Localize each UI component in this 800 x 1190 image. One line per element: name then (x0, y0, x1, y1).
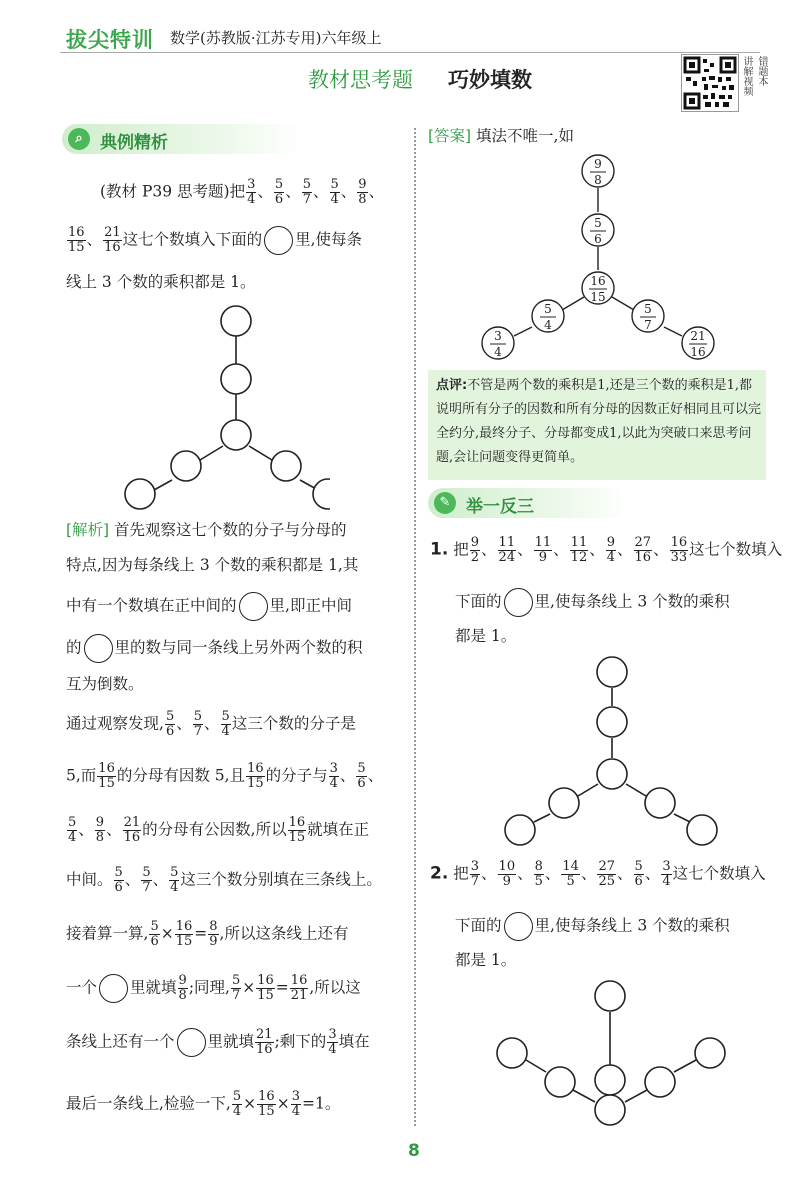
fraction: $\frac{5}{4}$ (221, 709, 230, 739)
empty-circle (125, 479, 155, 509)
answer-tree-diagram (470, 152, 730, 364)
text: 一个 (66, 978, 98, 997)
fraction: $\frac{3}{4}$ (329, 761, 338, 791)
comment-box (428, 370, 766, 480)
analysis-line-11: 一个 里就填 $\frac{9}{8}$ ;同理, $\frac{5}{7}$ × $\frac{16}{15}$ = $\frac{16}{21}$ ,所以这 (66, 973, 361, 1003)
fraction: $\frac{5}{7}$ (302, 177, 311, 207)
blank-circle (695, 1038, 725, 1068)
q2-line-3: 都是 1。 (455, 951, 517, 969)
fraction: $\frac{5}{4}$ (170, 865, 179, 895)
text: 把 (453, 540, 469, 559)
fraction: $\frac{21}{16}$ (104, 225, 121, 255)
text: 里的数与同一条线上另外两个数的积 (114, 638, 363, 657)
tree-left-inner-num: 5 (544, 302, 552, 316)
header-rule (60, 52, 760, 53)
fraction: $\frac{9}{8}$ (178, 973, 187, 1003)
tree-upper-den: 6 (594, 232, 602, 246)
tree-upper-num: 5 (594, 216, 602, 230)
fraction: $\frac{5}{6}$ (357, 761, 366, 791)
blank-circle (687, 815, 717, 845)
fraction: $\frac{16}{33}$ (670, 535, 688, 565)
q1-tree-diagram[interactable] (494, 648, 730, 848)
blank-circle-icon (504, 912, 533, 941)
fraction: $\frac{16}{15}$ (247, 761, 264, 791)
fraction: $\frac{16}{21}$ (290, 973, 308, 1003)
text: =1。 (301, 1094, 341, 1113)
text: ,所以这 (309, 978, 361, 997)
fraction: $\frac{3}{4}$ (247, 177, 256, 207)
page-number: 8 (408, 1141, 420, 1161)
pencil-icon: ✎ (434, 492, 456, 514)
fraction: $\frac{16}{15}$ (257, 973, 274, 1003)
blank-circle (597, 707, 627, 737)
text: 这七个数填入下面的 (122, 230, 263, 249)
q1-line-2 (455, 588, 730, 617)
text: 里,使每条线上 3 个数的乘积 (534, 592, 730, 611)
blank-circle-icon (84, 634, 113, 663)
example-tree-diagram (110, 296, 330, 512)
question-number: 1. (430, 539, 449, 560)
text: 这七个数填入 (672, 864, 766, 883)
answer-line (428, 126, 574, 146)
fraction: $\frac{5}{6}$ (274, 177, 284, 207)
fraction: $\frac{27}{16}$ (634, 535, 652, 565)
analysis-line-6: 通过观察发现, $\frac{5}{6}$ 、 $\frac{5}{7}$ 、 $\frac{5}{4}$ 这三个数的分子是 (66, 709, 356, 739)
fraction: $\frac{9}{8}$ (358, 177, 367, 207)
text: ;同理, (188, 978, 230, 997)
analysis-line-13: 最后一条线上,检验一下, $\frac{5}{4}$ × $\frac{16}{15}$ × $\frac{3}{4}$ =1。 (66, 1089, 341, 1119)
fraction: $\frac{27}{25}$ (598, 859, 616, 889)
blank-circle (549, 788, 579, 818)
empty-circle (313, 479, 330, 509)
blank-circle (595, 981, 625, 1011)
text: 的分子与 (265, 766, 328, 785)
fraction: $\frac{3}{7}$ (470, 859, 480, 889)
fraction: $\frac{3}{4}$ (291, 1089, 300, 1119)
tree-left-outer-num: 3 (494, 329, 502, 343)
fraction: $\frac{5}{7}$ (142, 865, 151, 895)
analysis-tag: [解析] (66, 521, 110, 539)
empty-circle (171, 451, 201, 481)
tree-top-num: 9 (594, 157, 602, 171)
fraction: $\frac{8}{5}$ (534, 859, 543, 889)
fraction: $\frac{5}{6}$ (114, 865, 123, 895)
text: 条线上还有一个 (66, 1032, 175, 1051)
fraction: $\frac{16}{15}$ (288, 815, 306, 845)
fraction: $\frac{16}{15}$ (98, 761, 115, 791)
fraction: $\frac{5}{6}$ (150, 919, 159, 949)
text: 中有一个数填在正中间的 (66, 596, 237, 615)
tree-center-den: 15 (590, 290, 606, 304)
fraction: $\frac{21}{16}$ (123, 815, 141, 845)
blank-circle-icon (264, 226, 293, 255)
fraction: $\frac{5}{7}$ (193, 709, 203, 739)
tree-center-num: 16 (590, 274, 606, 288)
text: 接着算一算, (66, 924, 149, 943)
q2-line-1: 2. 把 $\frac{3}{7}$ 、 $\frac{10}{9}$ 、 $\frac{8}{5}$ 、 $\frac{14}{5}$ 、 $\frac{27}{25}$ 、 $\frac{5}{6}$ 、 $\frac{3}{4}$ 这七个数填入 (430, 859, 766, 889)
fraction: $\frac{9}{8}$ (95, 815, 105, 845)
text: 把 (453, 864, 469, 883)
comment-tag: 点评: (436, 378, 468, 393)
fraction: $\frac{16}{15}$ (175, 919, 193, 949)
text: 的 (66, 638, 82, 657)
blank-circle (545, 1067, 575, 1097)
column-divider (414, 128, 416, 1126)
text: 里就填 (130, 978, 177, 997)
analysis-line-1 (66, 520, 347, 540)
analysis-line-8: $\frac{5}{4}$ 、 $\frac{9}{8}$ 、 $\frac{21}{16}$ 的分母有公因数,所以 $\frac{16}{15}$ 就填在正 (68, 815, 370, 845)
text: 中间。 (66, 870, 113, 889)
analysis-line-4 (66, 634, 363, 663)
text: 填法不唯一,如 (476, 127, 574, 145)
chapter-label: 教材思考题 (308, 68, 413, 92)
empty-circle (221, 420, 251, 450)
text: ;剩下的 (274, 1032, 327, 1051)
fraction: $\frac{3}{4}$ (328, 1027, 337, 1057)
text: 首先观察这七个数的分子与分母的 (114, 521, 347, 539)
text: 就填在正 (307, 820, 370, 839)
fraction: $\frac{9}{4}$ (606, 535, 616, 565)
tree-left-outer-den: 4 (494, 345, 502, 359)
problem-line-1: (教材 P39 思考题)把 $\frac{3}{4}$ 、 $\frac{5}{6}$ 、 $\frac{5}{7}$ 、 $\frac{5}{4}$ 、 $\frac{9}{8}$ 、 (100, 177, 385, 207)
analysis-line-12 (66, 1028, 370, 1057)
blank-circle-icon (504, 588, 533, 617)
blank-circle (595, 1095, 625, 1125)
q1-line-3: 都是 1。 (455, 627, 517, 645)
q2-line-2 (455, 912, 730, 941)
fraction: $\frac{5}{6}$ (165, 709, 175, 739)
text: 里,使每条 (295, 230, 363, 249)
section-title: 举一反三 (466, 497, 534, 517)
text: 下面的 (455, 592, 502, 611)
text: 里,使每条线上 3 个数的乘积 (534, 916, 730, 935)
analysis-line-3 (66, 592, 352, 621)
text: 不管是两个数的乘积是1,还是三个数的乘积是1,都说明所有分子的因数和所有分母的因数正好相同且可以完全约分,最终分子、分母都变成1,以此为突破口来思考问题,会让问题变得更简单。 (436, 378, 762, 465)
analysis-line-5: 互为倒数。 (66, 675, 144, 693)
empty-circle (221, 364, 251, 394)
qr-mistakes-label: 错题本 (756, 56, 767, 86)
empty-circle (221, 306, 251, 336)
q2-tree-diagram[interactable] (484, 974, 740, 1128)
text: 这七个数填入 (689, 540, 783, 559)
text: 填在 (338, 1032, 370, 1051)
text: 里就填 (207, 1032, 255, 1051)
blank-circle (595, 1065, 625, 1095)
fraction: $\frac{3}{4}$ (662, 859, 671, 889)
blank-circle (597, 759, 627, 789)
analysis-line-9: 中间。 $\frac{5}{6}$ 、 $\frac{5}{7}$ 、 $\frac{5}{4}$ 这三个数分别填在三条线上。 (66, 865, 382, 895)
tree-left-inner-den: 4 (544, 318, 552, 332)
problem-line-2: $\frac{16}{15}$ 、 $\frac{21}{16}$ 这七个数填入下面的 里,使每条 (68, 225, 363, 255)
qr-video-label: 讲解视频 (741, 56, 752, 96)
text: 5,而 (66, 766, 97, 785)
fraction: $\frac{16}{15}$ (258, 1089, 275, 1119)
question-number: 2. (430, 863, 449, 884)
problem-line-3: 线上 3 个数的乘积都是 1。 (66, 273, 256, 291)
fraction: $\frac{5}{7}$ (231, 973, 241, 1003)
book-subject: 数学(苏教版·江苏专用)六年级上 (170, 29, 382, 47)
fraction: $\frac{11}{9}$ (534, 535, 552, 565)
tree-right-inner-den: 7 (644, 318, 652, 332)
empty-circle (271, 451, 301, 481)
brand-logo: 拔尖特训 (66, 28, 154, 52)
section-title: 典例精析 (100, 133, 168, 153)
fraction: $\frac{5}{6}$ (634, 859, 643, 889)
blank-circle-icon (177, 1028, 206, 1057)
fraction: $\frac{5}{4}$ (68, 815, 77, 845)
blank-circle (505, 815, 535, 845)
blank-circle (645, 1067, 675, 1097)
tree-right-inner-num: 5 (644, 302, 652, 316)
text: 通过观察发现, (66, 714, 164, 733)
qr-side-label (740, 56, 770, 96)
fraction: $\frac{10}{9}$ (498, 859, 516, 889)
fraction: $\frac{8}{9}$ (209, 919, 218, 949)
qr-code-icon[interactable] (681, 54, 739, 112)
fraction: $\frac{9}{2}$ (470, 535, 480, 565)
analysis-line-2: 特点,因为每条线上 3 个数的乘积都是 1,其 (66, 556, 359, 574)
blank-circle (597, 657, 627, 687)
section-header-practice (428, 488, 628, 518)
fraction: $\frac{5}{4}$ (232, 1089, 242, 1119)
blank-circle-icon (99, 974, 128, 1003)
comment-text (436, 374, 762, 470)
text: 的分母有公因数,所以 (142, 820, 287, 839)
text: 的分母有因数 5,且 (116, 766, 246, 785)
chapter-title: 巧妙填数 (448, 68, 532, 92)
text: 这三个数分别填在三条线上。 (180, 870, 382, 889)
tree-top-den: 8 (594, 173, 602, 187)
fraction: $\frac{14}{5}$ (562, 859, 579, 889)
answer-tag: [答案] (428, 127, 472, 145)
fraction: $\frac{11}{24}$ (498, 535, 516, 565)
tree-right-outer-den: 16 (690, 345, 706, 359)
q1-line-1: 1. 把 $\frac{9}{2}$ 、 $\frac{11}{24}$ 、 $\frac{11}{9}$ 、 $\frac{11}{12}$ 、 $\frac{9}{4}$ 、 $\frac{27}{16}$ 、 $\frac{16}{33}$ 这七个数填入 (430, 535, 783, 565)
blank-circle-icon (239, 592, 268, 621)
problem-source: (教材 P39 思考题)把 (100, 182, 246, 201)
magnifier-icon: ⌕ (68, 128, 90, 150)
fraction: $\frac{16}{15}$ (68, 225, 85, 255)
tree-right-outer-num: 21 (690, 329, 706, 343)
analysis-line-7: 5,而 $\frac{16}{15}$ 的分母有因数 5,且 $\frac{16}{15}$ 的分子与 $\frac{3}{4}$ 、 $\frac{5}{6}$ 、 (66, 761, 384, 791)
analysis-line-10: 接着算一算, $\frac{5}{6}$ × $\frac{16}{15}$ = $\frac{8}{9}$ ,所以这条线上还有 (66, 919, 349, 949)
fraction: $\frac{11}{12}$ (570, 535, 588, 565)
text: 这三个数的分子是 (231, 714, 356, 733)
text: ,所以这条线上还有 (219, 924, 349, 943)
blank-circle (645, 788, 675, 818)
fraction: $\frac{5}{4}$ (330, 177, 339, 207)
text: 最后一条线上,检验一下, (66, 1094, 231, 1113)
fraction: $\frac{21}{16}$ (256, 1027, 273, 1057)
text: 里,即正中间 (269, 596, 352, 615)
text: 下面的 (455, 916, 502, 935)
blank-circle (497, 1038, 527, 1068)
section-header-example (62, 124, 302, 154)
